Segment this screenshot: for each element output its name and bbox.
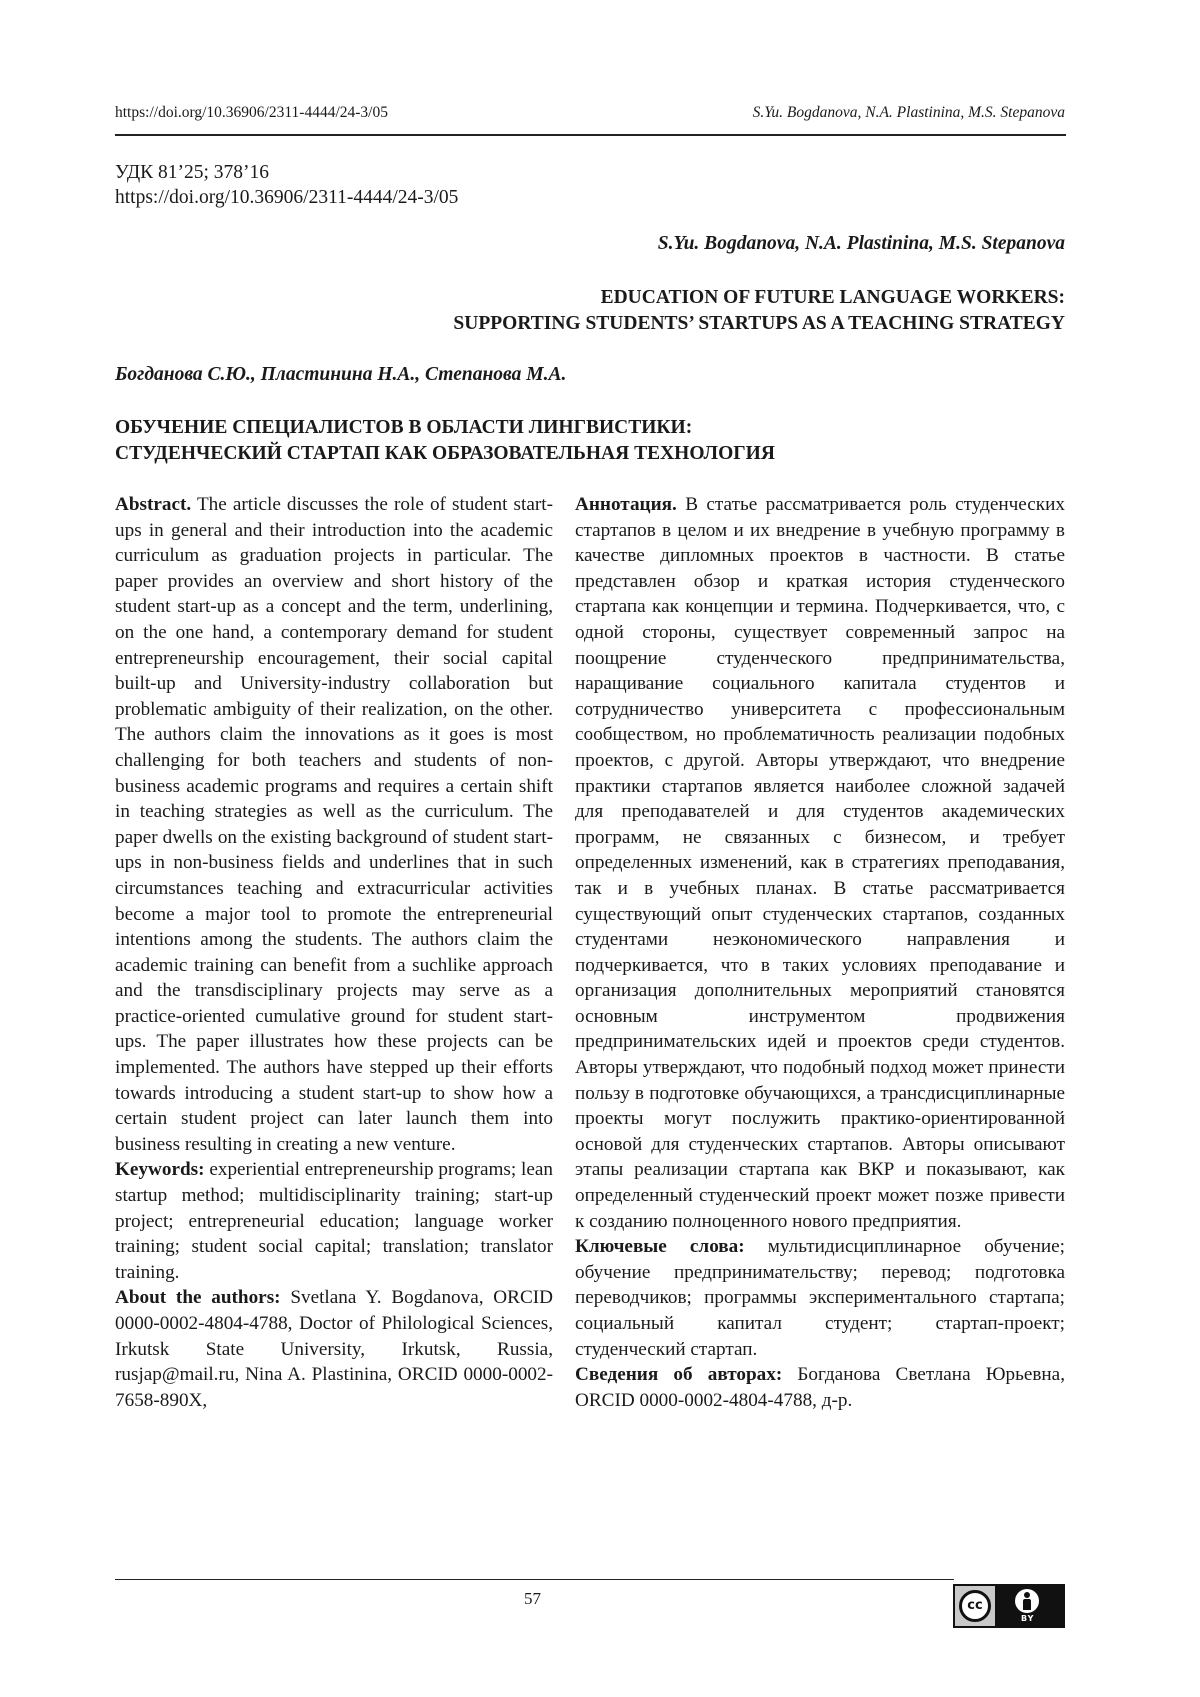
keywords-text: experiential entrepreneurship programs; lean startup method; multidisciplinarity training; start-up project; entrepreneurial education; language worker training; student social capital; translation; translator training. xyxy=(115,1159,553,1283)
running-header-doi: https://doi.org/10.36906/2311-4444/24-3/05 xyxy=(115,104,388,121)
abstract-english xyxy=(115,492,553,1157)
title-russian-line-1: ОБУЧЕНИЕ СПЕЦИАЛИСТОВ В ОБЛАСТИ ЛИНГВИСТИКИ: xyxy=(115,417,693,438)
article-identifiers xyxy=(115,160,458,210)
keywords-english xyxy=(115,1157,553,1285)
about-authors-label-russian: Сведения об авторах: xyxy=(575,1364,783,1386)
about-authors-english xyxy=(115,1285,553,1413)
article-doi: https://doi.org/10.36906/2311-4444/24-3/05 xyxy=(115,187,459,208)
authors-english: S.Yu. Bogdanova, N.A. Plastinina, M.S. Stepanova xyxy=(657,233,1065,254)
keywords-label-russian: Ключевые слова: xyxy=(575,1236,745,1258)
running-header xyxy=(115,104,1065,122)
title-english-line-1: EDUCATION OF FUTURE LANGUAGE WORKERS: xyxy=(600,287,1065,308)
abstract-russian xyxy=(575,492,1065,1234)
cc-by-license-badge xyxy=(953,1584,1065,1628)
abstract-text-russian: В статье рассматривается роль студенческих стартапов в целом и их внедрение в учебную программу в качестве дипломных проектов в частности. В статье представлен обзор и краткая история студенческого стартапа как концепции и термина. Подчеркивается, что, с одной стороны, существует современный запрос на поощрение студенческого предпринимательства, наращивание социального капитала студентов и сотрудничество университета с профессиональным сообществом, но проблематичность реализации подобных проектов, с другой. Авторы утверждают, что внедрение практики стартапов является наиболее сложной задачей для преподавателей и для студентов академических программ, не связанных с бизнесом, и требует определенных изменений, как в стратегиях преподавания, так и в учебных планах. В статье рассматривается существующий опыт студенческих стартапов, созданных студентами неэкономического направления и подчеркивается, что в таких условиях преподавание и организация дополнительных мероприятий становятся основным инструментом продвижения предпринимательских идей и проектов среди студентов. Авторы утверждают, что подобный подход может принести пользу в подготовке обучающихся, а трансдисциплинарные проекты могут послужить практико-ориентированной основой для студенческих стартапов. Авторы описывают этапы реализации стартапа как ВКР и показывают, как определенный студенческий проект может позже привести к созданию полноценного нового предприятия. xyxy=(575,494,1065,1232)
keywords-russian xyxy=(575,1234,1065,1362)
abstract-label-russian: Аннотация. xyxy=(575,494,677,515)
keywords-label: Keywords: xyxy=(115,1159,205,1181)
creative-commons-icon: cc xyxy=(959,1590,991,1622)
russian-column xyxy=(575,492,1065,1413)
header-rule xyxy=(115,134,1066,136)
about-authors-label: About the authors: xyxy=(115,1287,281,1309)
english-column xyxy=(115,492,553,1413)
authors-russian: Богданова С.Ю., Пластинина Н.А., Степанова М.А. xyxy=(115,364,567,385)
title-english-line-2: SUPPORTING STUDENTS’ STARTUPS AS A TEACHING STRATEGY xyxy=(453,313,1065,334)
udk-code: УДК 81’25; 378’16 xyxy=(115,162,270,183)
about-authors-russian xyxy=(575,1362,1065,1413)
title-russian-line-2: СТУДЕНЧЕСКИЙ СТАРТАП КАК ОБРАЗОВАТЕЛЬНАЯ ТЕХНОЛОГИЯ xyxy=(115,443,775,464)
title-russian xyxy=(115,415,1065,467)
running-header-authors: S.Yu. Bogdanova, N.A. Plastinina, M.S. Stepanova xyxy=(752,104,1065,121)
footer-rule xyxy=(115,1579,954,1580)
about-authors-text-russian: Богданова Светлана Юрьевна, ORCID 0000-0002-4804-4788, д-р. xyxy=(575,1364,1065,1411)
about-authors-text: Svetlana Y. Bogdanova, ORCID 0000-0002-4804-4788, Doctor of Philological Sciences, Irkutsk State University, Irkutsk, Russia, rusjap@mail.ru, Nina A. Plastinina, ORCID 0000-0002-7658-890X, xyxy=(115,1287,553,1411)
abstract-label: Abstract. xyxy=(115,494,192,515)
title-english xyxy=(265,285,1065,337)
keywords-text-russian: мультидисциплинарное обучение; обучение предпринимательству; перевод; подготовка переводчиков; программы экспериментального стартапа; социальный капитал студент; стартап-проект; студенческий стартап. xyxy=(575,1236,1065,1360)
page-number: 57 xyxy=(524,1589,541,1608)
by-label: BY xyxy=(1021,1614,1035,1623)
attribution-person-icon xyxy=(1015,1589,1039,1613)
abstract-text: The article discusses the role of student start-ups in general and their introduction into the academic curriculum as graduation projects in particular. The paper provides an overview and short history of the student start-up as a concept and the term, underlining, on the one hand, a contemporary demand for student entrepreneurship encouragement, their social capital built-up and University-industry collaboration but problematic ambiguity of their realization, on the other. The authors claim the innovations as it goes is most challenging for both teachers and students of non-business academic programs and requires a certain shift in teaching strategies as well as the curriculum. The paper dwells on the existing background of student start-ups in non-business fields and underlines that in such circumstances teaching and extracurricular activities become a major tool to promote the entrepreneurial intentions among the students. The authors claim the academic training can benefit from a suchlike approach and the transdisciplinary projects may serve as a practice-oriented cumulative ground for student start-ups. The paper illustrates how these projects can be implemented. The authors have stepped up their efforts towards introducing a student start-up to show how a certain student project can later launch them into business resulting in creating a new venture. xyxy=(115,494,553,1155)
